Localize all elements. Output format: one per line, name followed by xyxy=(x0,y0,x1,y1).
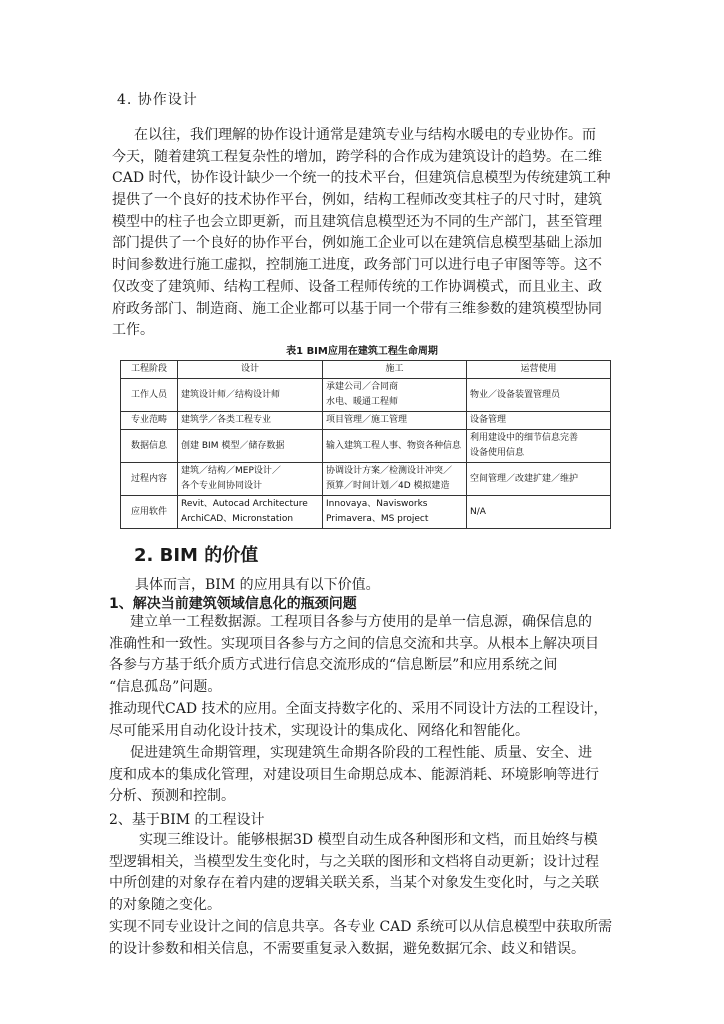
paragraph-line: 建立单一工程数据源。工程项目各参与方使用的是单一信息源，确保信息的 xyxy=(130,614,592,630)
construction-cell: Innovaya、Navisworks Primavera、MS project xyxy=(323,496,467,529)
table-row xyxy=(121,430,611,463)
design-cell: 建筑设计师／结构设计师 xyxy=(178,379,323,412)
construction-cell: 承建公司／合同商 水电、暖通工程师 xyxy=(323,379,467,412)
paragraph-line: 实现三维设计。能够根据3D 模型自动生成各种图形和文档，而且始终与模 xyxy=(139,832,598,848)
single-data-source-paragraph xyxy=(109,612,599,699)
paragraph-line: CAD 时代，协作设计缺少一个统一的技术平台，但建筑信息模型为传统建筑工种 xyxy=(112,170,611,187)
construction-cell: 协调设计方案／检测设计冲突／ 预算／时间计划／4D 模拟建造 xyxy=(323,463,467,496)
paragraph-line: 工作。 xyxy=(112,322,154,339)
table-row xyxy=(121,412,611,430)
row-label: 过程内容 xyxy=(121,463,178,496)
table-row xyxy=(121,496,611,529)
paragraph-line: 各参与方基于纸介质方式进行信息交流形成的“信息断层”和应用系统之间 xyxy=(109,657,558,674)
table-row xyxy=(121,379,611,412)
paragraph-line: 分析、预测和控制。 xyxy=(109,788,235,805)
row-label: 专业范畴 xyxy=(121,412,178,430)
paragraph-line: 今天，随着建筑工程复杂性的增加，跨学科的合作成为建筑设计的趋势。在二维 xyxy=(112,148,602,165)
3d-design-paragraph xyxy=(109,830,599,917)
construction-cell: 项目管理／施工管理 xyxy=(323,412,467,430)
design-cell: 建筑／结构／MEP设计／ 各个专业间协同设计 xyxy=(178,463,323,496)
paragraph-line: 时间参数进行施工虚拟，控制施工进度，政务部门可以进行电子审图等等。这不 xyxy=(112,257,602,274)
table-row xyxy=(121,463,611,496)
operation-cell: 利用建设中的细节信息完善 设备使用信息 xyxy=(467,430,611,463)
paragraph-line: 府政务部门、制造商、施工企业都可以基于同一个带有三维参数的建筑模型协同 xyxy=(112,300,602,317)
header-cell: 施工 xyxy=(323,361,467,379)
lifecycle-management-paragraph xyxy=(109,743,599,808)
collaborative-design-paragraph xyxy=(112,125,611,342)
paragraph-line: 准确性和一致性。实现项目各参与方之间的信息交流和共享。从根本上解决项目 xyxy=(109,635,599,652)
operation-cell: 空间管理／改建扩建／维护 xyxy=(467,463,611,496)
table-caption: 表1 BIM应用在建筑工程生命周期 xyxy=(286,346,438,357)
paragraph-line: 实现不同专业设计之间的信息共享。各专业 CAD 系统可以从信息模型中获取所需 xyxy=(109,919,612,935)
row-label: 工作人员 xyxy=(121,379,178,412)
intro-text: 具体而言，BIM 的应用具有以下价值。 xyxy=(135,577,380,593)
paragraph-line: 推动现代CAD 技术的应用。全面支持数字化的、采用不同设计方法的工程设计， xyxy=(109,701,608,717)
header-cell: 工程阶段 xyxy=(121,361,178,379)
row-label: 应用软件 xyxy=(121,496,178,529)
paragraph-line: 的对象随之变化。 xyxy=(109,897,221,914)
design-cell: Revit、Autocad Architecture ArchiCAD、Micronstation xyxy=(178,496,323,529)
operation-cell: 设备管理 xyxy=(467,412,611,430)
modern-cad-paragraph xyxy=(109,699,608,742)
table-header-row xyxy=(121,361,611,379)
design-cell: 建筑学／各类工程专业 xyxy=(178,412,323,430)
information-sharing-paragraph xyxy=(109,917,612,960)
paragraph-line: 仅改变了建筑师、结构工程师、设备工程师传统的工作协调模式，而且业主、政 xyxy=(112,278,602,295)
paragraph-line: 中所创建的对象存在着内建的逻辑关联关系，当某个对象发生变化时，与之关联 xyxy=(109,875,599,892)
construction-cell: 输入建筑工程人事、物资各种信息 xyxy=(323,430,467,463)
design-cell: 创建 BIM 模型／储存数据 xyxy=(178,430,323,463)
subheading-bim-engineering-design: 2、基于BIM 的工程设计 xyxy=(109,812,265,828)
operation-cell: 物业／设备装置管理员 xyxy=(467,379,611,412)
bim-lifecycle-table xyxy=(120,360,611,529)
paragraph-line: 促进建筑生命期管理，实现建筑生命期各阶段的工程性能、质量、安全、进 xyxy=(130,745,592,761)
section-heading-collaborative-design: 4. 协作设计 xyxy=(117,92,198,108)
row-label: 数据信息 xyxy=(121,430,178,463)
section-heading-bim-value: 2. BIM 的价值 xyxy=(134,545,259,566)
operation-cell: N/A xyxy=(467,496,611,529)
paragraph-line: 尽可能采用自动化设计技术，实现设计的集成化、网络化和智能化。 xyxy=(109,722,529,739)
paragraph-line: 模型中的柱子也会立即更新，而且建筑信息模型还为不同的生产部门，甚至管理 xyxy=(112,213,602,230)
paragraph-line: 在以往，我们理解的协作设计通常是建筑专业与结构水暖电的专业协作。而 xyxy=(134,127,596,143)
header-cell: 设计 xyxy=(178,361,323,379)
subheading-information-bottleneck: 1、解决当前建筑领域信息化的瓶颈问题 xyxy=(109,596,357,612)
header-cell: 运营使用 xyxy=(467,361,611,379)
paragraph-line: 度和成本的集成化管理，对建设项目生命期总成本、能源消耗、环境影响等进行 xyxy=(109,766,599,783)
paragraph-line: 部门提供了一个良好的协作平台，例如施工企业可以在建筑信息模型基础上添加 xyxy=(112,235,602,252)
paragraph-line: 提供了一个良好的技术协作平台，例如，结构工程师改变其柱子的尺寸时，建筑 xyxy=(112,192,602,209)
paragraph-line: 型逻辑相关，当模型发生变化时，与之关联的图形和文档将自动更新；设计过程 xyxy=(109,853,599,870)
paragraph-line: “信息孤岛”问题。 xyxy=(109,679,222,696)
paragraph-line: 的设计参数和相关信息，不需要重复录入数据，避免数据冗余、歧义和错误。 xyxy=(109,940,585,957)
